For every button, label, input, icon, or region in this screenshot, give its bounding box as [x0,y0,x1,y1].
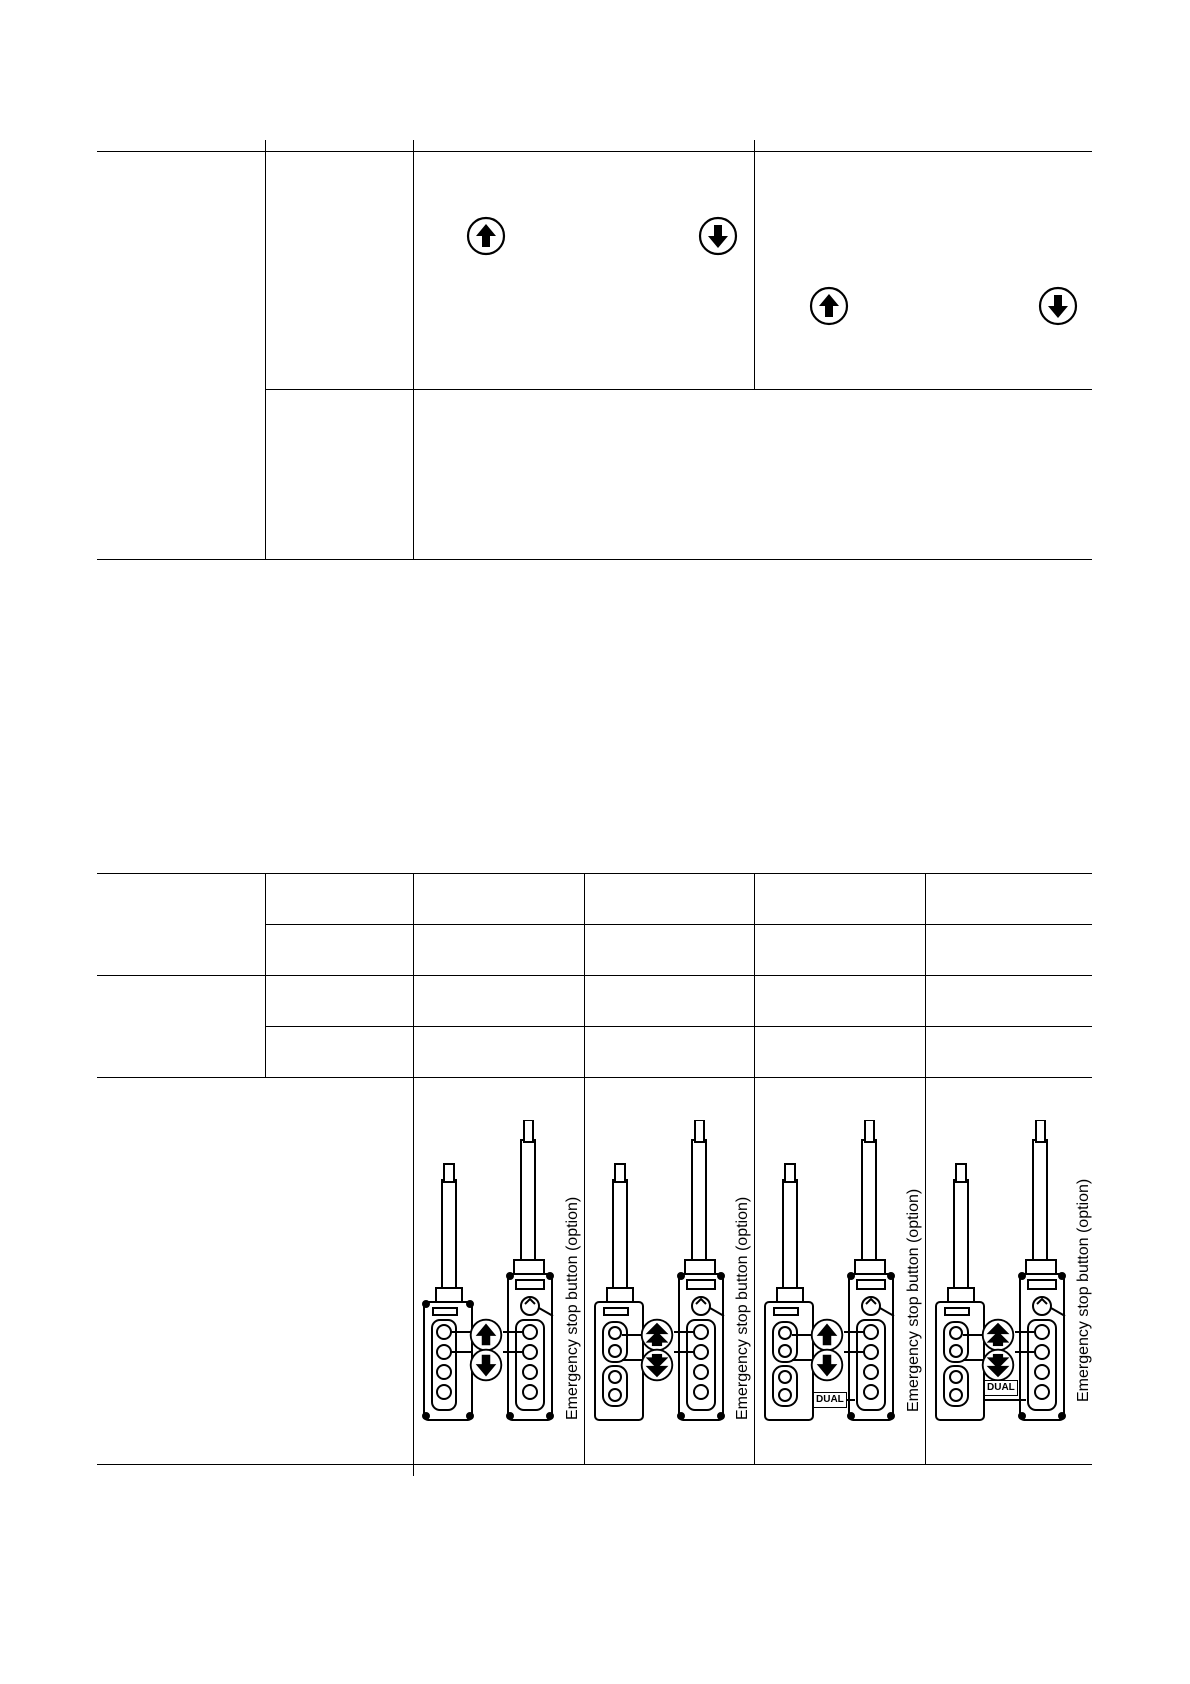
down-arrow-icon [698,216,738,256]
emergency-stop-label: Emergency stop button (option) [905,1188,922,1412]
table2-row-rule [265,924,1092,925]
table1-top-rule [97,151,1092,152]
table2-row-rule [97,873,1092,874]
table2-row-rule [97,1077,1092,1078]
table2-row-rule [97,975,1092,976]
table2-col-divider [265,873,266,1078]
emergency-stop-label: Emergency stop button (option) [564,1196,581,1420]
down-arrow-icon [1038,286,1078,326]
up-arrow-icon [466,216,506,256]
dual-label: DUAL [813,1392,847,1408]
table1-bottom-rule [97,559,1092,560]
table1-mid-rule [265,389,1092,390]
table1-col-divider-1 [265,140,266,560]
up-arrow-icon [809,286,849,326]
emergency-stop-label: Emergency stop button (option) [1075,1178,1092,1402]
table1-col-divider-3 [754,140,755,390]
table2-col-divider [413,873,414,1476]
table1-col-divider-2 [413,140,414,560]
emergency-stop-label: Emergency stop button (option) [734,1196,751,1420]
table2-row-rule [265,1026,1092,1027]
dual-label: DUAL [984,1380,1018,1396]
